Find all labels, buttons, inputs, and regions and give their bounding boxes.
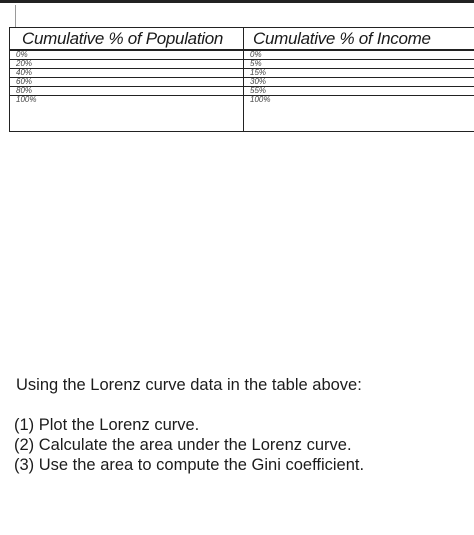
header-cumulative-income: Cumulative % of Income bbox=[244, 28, 474, 51]
income-cell: 55% bbox=[244, 87, 474, 96]
income-cell: 30% bbox=[244, 78, 474, 87]
income-cell: 0% bbox=[244, 50, 474, 60]
population-cell: 20% bbox=[10, 60, 244, 69]
population-cell: 40% bbox=[10, 69, 244, 78]
question-item-area: (2) Calculate the area under the Lorenz curve. bbox=[14, 436, 352, 454]
question-intro: Using the Lorenz curve data in the table above: bbox=[16, 376, 362, 394]
lorenz-data-table bbox=[9, 27, 474, 132]
income-cell: 5% bbox=[244, 60, 474, 69]
table-row bbox=[10, 60, 474, 69]
population-cell: 60% bbox=[10, 78, 244, 87]
income-cell: 100% bbox=[244, 96, 474, 132]
table-row bbox=[10, 78, 474, 87]
table-header-row bbox=[10, 28, 474, 51]
text-cursor-mark bbox=[15, 5, 16, 27]
population-cell: 80% bbox=[10, 87, 244, 96]
population-cell: 0% bbox=[10, 50, 244, 60]
question-item-gini: (3) Use the area to compute the Gini coefficient. bbox=[14, 456, 365, 474]
income-cell: 15% bbox=[244, 69, 474, 78]
population-cell: 100% bbox=[10, 96, 244, 132]
top-border-rule bbox=[0, 0, 474, 3]
question-block bbox=[14, 375, 464, 475]
table-row bbox=[10, 69, 474, 78]
table-row bbox=[10, 50, 474, 60]
question-item-plot: (1) Plot the Lorenz curve. bbox=[14, 416, 200, 434]
header-cumulative-population: Cumulative % of Population bbox=[10, 28, 244, 51]
table-row bbox=[10, 87, 474, 96]
table-row bbox=[10, 96, 474, 132]
